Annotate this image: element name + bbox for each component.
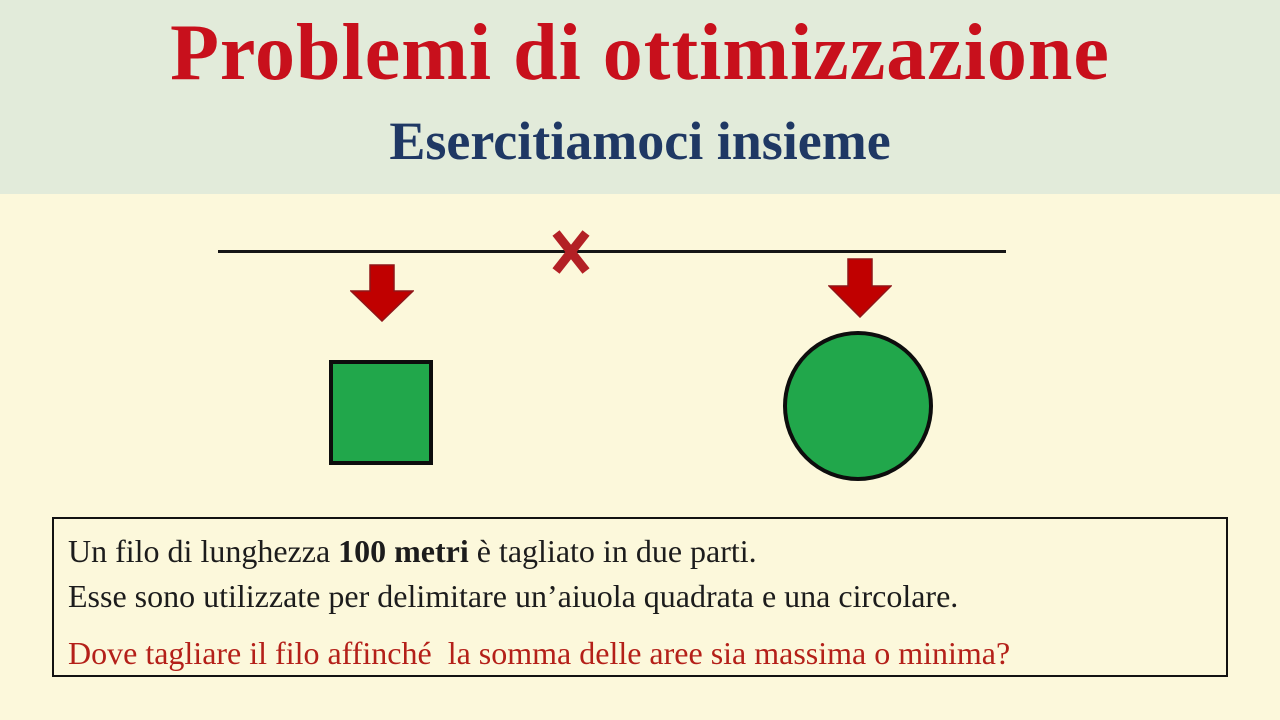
problem-line-1 [68, 529, 1216, 574]
wire-line [218, 250, 1006, 253]
down-arrow-left-icon [350, 264, 414, 322]
problem-line-1-prefix: Un filo di lunghezza [68, 533, 339, 569]
problem-line-1-bold: 100 metri [338, 533, 469, 569]
problem-question: Dove tagliare il filo affinché la somma delle aree sia massima o minima? [68, 635, 1011, 671]
title-band [0, 0, 1280, 194]
cut-x-icon [551, 229, 591, 275]
green-circle-shape [783, 331, 933, 481]
down-arrow-right-icon [828, 258, 892, 318]
green-square-shape [329, 360, 433, 465]
slide-title: Problemi di ottimizzazione [170, 9, 1110, 97]
problem-line-1-suffix: è tagliato in due parti. [468, 533, 757, 569]
problem-statement-box [52, 517, 1228, 677]
slide-subtitle: Esercitiamoci insieme [389, 111, 891, 171]
problem-line-2: Esse sono utilizzate per delimitare un’aiuola quadrata e una circolare. [68, 578, 959, 614]
